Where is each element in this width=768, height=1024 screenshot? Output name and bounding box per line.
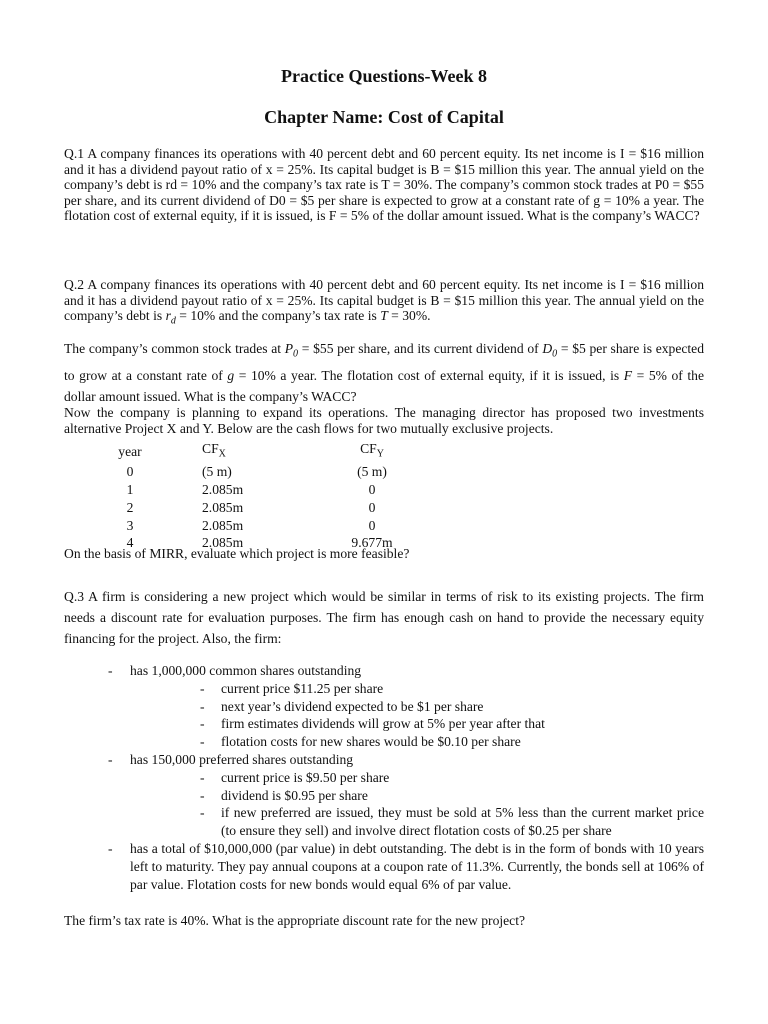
list-item: - flotation costs for new shares would be $0.10 per share (200, 734, 521, 750)
list-item: - next year’s dividend expected to be $1 per share (200, 698, 484, 714)
question-2-paragraph-2: The company’s common stock trades at $P_0$ = $55 per share, and its current dividend of $D_0$ = $5 per share is expected to grow at a constant rate of g = 10% a year. The flotation cost of external equity, if it is issued, is F = 5% of the dollar amount issued. What is the company’s WACC? (64, 341, 705, 404)
cell-cfy: 0 (368, 499, 376, 515)
table-row (104, 499, 412, 517)
cell-year: 4 (126, 535, 134, 551)
list-item: - has 1,000,000 common shares outstanding (108, 663, 362, 678)
list-item: - has 150,000 preferred shares outstanding (108, 751, 354, 767)
cell-cfy: 0 (368, 517, 376, 533)
list-item: - dividend is $0.95 per share (200, 787, 368, 803)
cell-cfx: 2.085m (202, 499, 244, 515)
cell-year: 1 (126, 482, 134, 498)
cell-cfy: (5 m) (357, 464, 387, 480)
cell-cfx: 2.085m (202, 535, 244, 551)
list-item: - if new preferred are issued, they must be sold at 5% less than the current market price (to ensure they sell) and involve direct flotation costs of $0.25 per share (200, 805, 704, 839)
cell-year: 2 (126, 499, 134, 515)
question-2-paragraph-1: Q.2 A company finances its operations with 40 percent debt and 60 percent equity. Its net income is I = $16 million and it has a dividend payout ratio of x = 25%. Its capital budget is B = $15 million this year. The annual yield on the company’s debt is $r_d = 10\%$ and the company’s tax rate is T = 30%. (64, 277, 704, 327)
list-item: - current price $11.25 per share (200, 680, 384, 696)
question-1: Q.1 A company finances its operations with 40 percent debt and 60 percent equity. Its net income is I = $16 million and it has a dividend payout ratio of x = 25%. Its capital budget is B = $15 million this year. The annual yield on the company’s debt is rd = 10% and the company’s tax rate is T = 30%. The company’s common stock trades at P0 = $55 per share, and its current dividend of D0 = $5 per share is expected to grow at a constant rate of g = 10% a year. The flotation cost of external equity, if it is issued, is F = 5% of the dollar amount issued. What is the company’s WACC? (64, 146, 704, 223)
cash-flow-table (104, 440, 412, 552)
cell-year: 0 (126, 464, 134, 480)
cell-year: 3 (126, 517, 134, 533)
table-row (104, 463, 412, 481)
list-item: - current price is $9.50 per share (200, 769, 390, 785)
question-3-list (64, 662, 704, 893)
table-row (104, 481, 412, 499)
header-cfx: $CF_X$ (202, 441, 226, 460)
header-year: year (118, 443, 142, 459)
cell-cfx: (5 m) (202, 464, 232, 480)
cell-cfx: 2.085m (202, 517, 244, 533)
question-2-paragraph-3: Now the company is planning to expand its operations. The managing director has proposed two investments alternative Project X and Y. Below are the cash flows for two mutually exclusive projects. (64, 405, 704, 436)
question-3-intro: Q.3 A firm is considering a new project which would be similar in terms of risk to its existing projects. The firm needs a discount rate for evaluation purposes. The firm has enough cash on hand to provide the necessary equity financing for the project. Also, the firm: (64, 589, 704, 646)
header-cfy: $CF_Y$ (360, 441, 384, 460)
question-2-prompt: On the basis of MIRR, evaluate which project is more feasible? (64, 546, 410, 561)
cell-cfx: 2.085m (202, 482, 244, 498)
table-header-row (104, 440, 412, 463)
list-item: - firm estimates dividends will grow at 5% per year after that (200, 716, 545, 732)
page-title: Practice Questions-Week 8 (281, 66, 487, 86)
cell-cfy: 9.677m (351, 535, 393, 551)
question-3-closing: The firm’s tax rate is 40%. What is the appropriate discount rate for the new project? (64, 913, 526, 928)
table-row (104, 517, 412, 535)
chapter-title: Chapter Name: Cost of Capital (264, 107, 504, 127)
list-item: - has a total of $10,000,000 (par value) in debt outstanding. The debt is in the form of bonds with 10 years left to maturity. They pay annual coupons at a coupon rate of 11.3%. Currently, the bonds sell at 106% of par value. Flotation costs for new bonds would equal 6% of par value. (108, 840, 704, 892)
cell-cfy: 0 (368, 482, 376, 498)
